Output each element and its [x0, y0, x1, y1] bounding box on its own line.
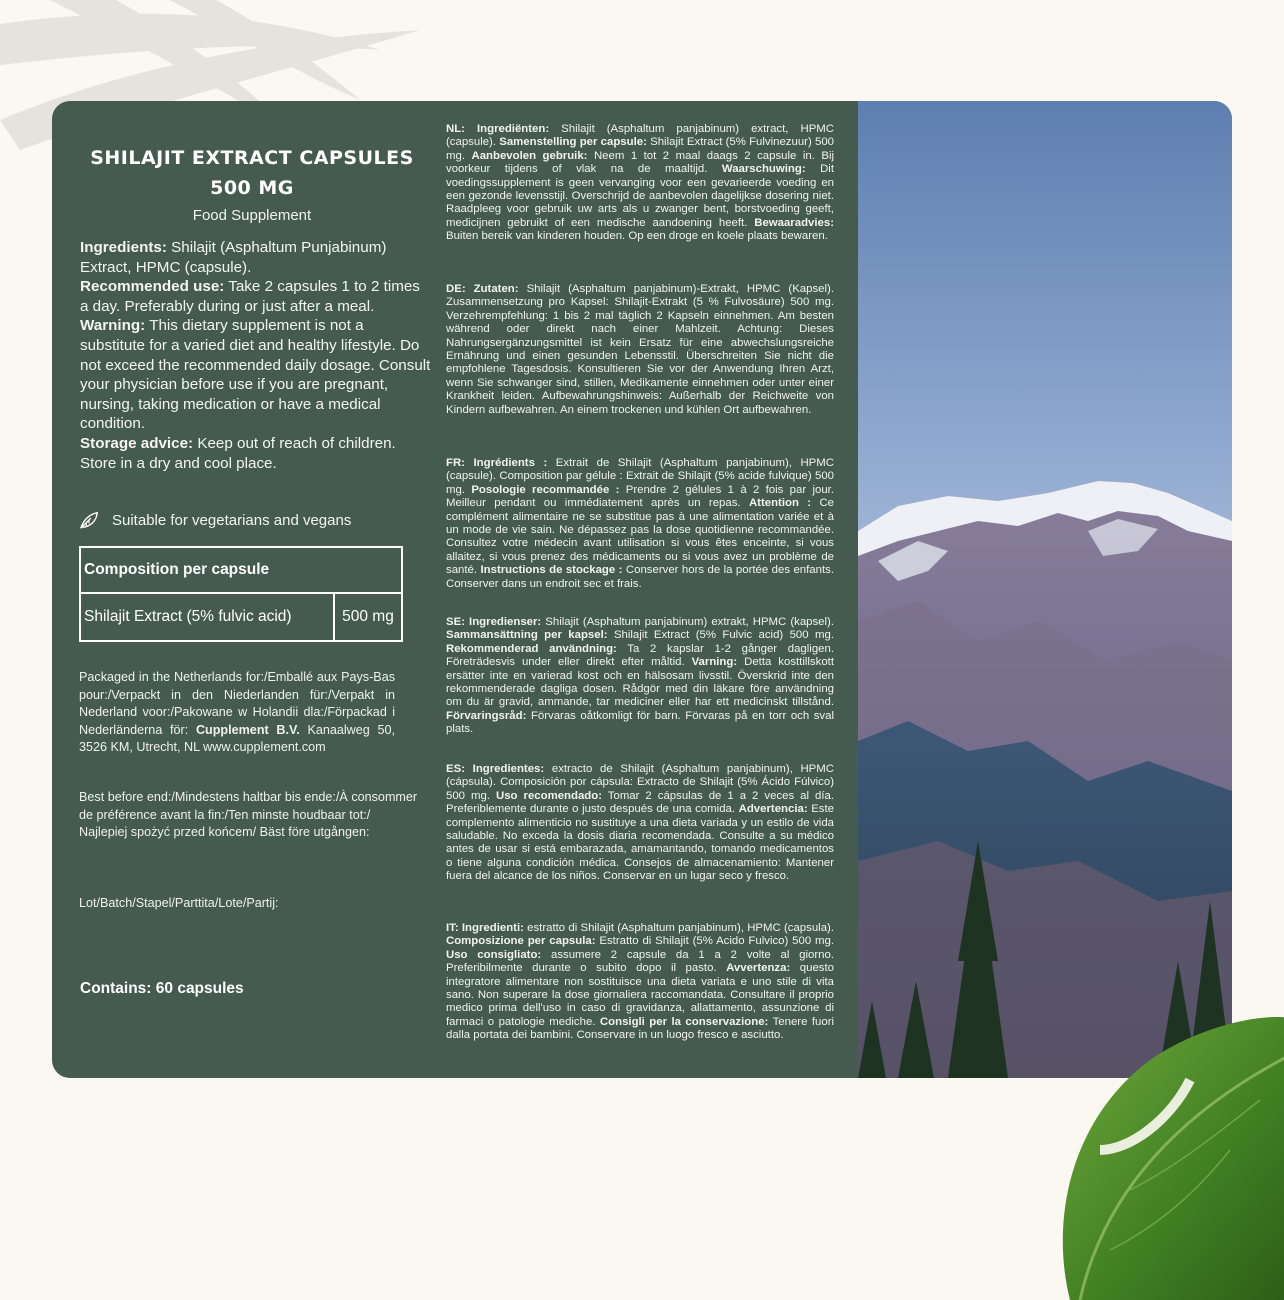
fr-text-1: Prendre 2 gélules 1 à 2 fois par jour. Meilleur pendant ou immédiatement après un repas. [446, 483, 834, 510]
recommended-use-label: Recommended use: [80, 278, 225, 296]
ingredients-text: Shilajit (Asphaltum Punjabinum) Extract, HPMC (capsule). [80, 239, 387, 276]
mountain-landscape-image [858, 101, 1232, 1078]
composition-table [79, 546, 403, 642]
se-text-4: Förvaras oåtkomligt för barn. Förvaras på en torr och sval plats. [446, 709, 834, 736]
es-label-1: Uso recomendado: [496, 789, 602, 802]
storage-text: Keep out of reach of children. Store in a dry and cool place. [80, 434, 396, 472]
it-label-4: Consigli per la conservazione: [599, 1015, 769, 1028]
it-label-1: Composizione per capsula: [446, 935, 596, 948]
de-label-0: DE: Zutaten: [446, 283, 519, 295]
es-text-0: extracto de Shilajit (Asphaltum panjabinum), HPMC (cápsula). Composición por cápsula: Extracto de Shilajit (5% Ácido Fúlvico) 500 mg. [446, 763, 834, 802]
company-name: Cupplement B.V. [195, 722, 300, 737]
nl-label-0: NL: Ingrediënten: [446, 123, 550, 135]
nl-text-3: Dit voedingssupplement is geen vervanging voor een gevarieerde voeding en een gezonde levensstijl. Overschrijd de aanbevolen dagelijkse dosering niet. Raadpleeg voor gebruik uw arts als u zwanger bent, borstvoeding geeft, medicijnen gebruikt of een medische aandoening heeft. [446, 163, 834, 229]
best-before: Best before end:/Mindestens haltbar bis ende:/À consommer de préférence avant la fin:/Ten minste houdbaar tot:/ Najlepiej spożyć przed końcem/ Bäst före utgången: [79, 790, 418, 840]
recommended-use-paragraph [80, 277, 432, 316]
nl-text-1: Shilajit Extract (5% Fulvinezuur) 500 mg. [446, 136, 834, 162]
it-label-0: IT: Ingredienti: [446, 922, 524, 934]
dutch-text [446, 123, 834, 244]
packaged-text: Packaged in the Netherlands for:/Emballé aux Pays-Bas pour:/Verpackt in den Niederlanden für:/Verpakt in Nederland voor:/Pakowane w Holandii dla:/Förpackad i Nederländerna för: [79, 670, 395, 737]
vegan-text: Suitable for vegetarians and vegans [112, 511, 352, 529]
multilingual-panel [430, 101, 858, 1078]
swedish-text [446, 616, 834, 737]
es-label-2: Advertencia: [738, 803, 808, 816]
fr-text-0: Extrait de Shilajit (Asphaltum panjabinum), HPMC (capsule). Composition par gélule : Extrait de Shilajit (5% acide fulvique) 500 mg. [446, 457, 834, 496]
packaged-info [79, 669, 395, 757]
german-text [446, 283, 834, 417]
leaf-icon [78, 509, 100, 531]
nl-label-3: Waarschuwing: [721, 163, 806, 176]
nl-text-0: Shilajit (Asphaltum panjabinum) extract, HPMC (capsule). [446, 123, 835, 149]
lot-number: Lot/Batch/Stapel/Parttita/Lote/Partij: [79, 896, 279, 910]
company-address: Kanaalweg 50, 3526 KM, Utrecht, NL www.cupplement.com [79, 722, 395, 755]
se-label-3: Varning: [691, 656, 738, 669]
warning-paragraph [80, 316, 432, 434]
fr-label-2: Attention : [748, 497, 812, 510]
it-text-4: Tenere fuori dalla portata dei bambini. Conservare in un luogo fresco e asciutto. [446, 1015, 835, 1042]
se-label-4: Förvaringsråd: [446, 709, 527, 722]
warning-text: This dietary supplement is not a substitute for a varied diet and healthy lifestyle. Do not exceed the recommended daily dosage. Consult your physician before use if you are pregnant, nursing, taking medication or have a medical condition. [80, 317, 431, 433]
fr-label-3: Instructions de stockage : [480, 564, 623, 577]
warning-label: Warning: [80, 317, 146, 335]
vegan-badge [78, 509, 351, 531]
it-text-2: assumere 2 capsule da 1 a 2 volte al giorno. Preferibilmente durante o subito dopo il pasto. [446, 948, 834, 975]
se-label-2: Rekommenderad användning: [446, 642, 617, 655]
composition-amount: 500 mg [342, 608, 394, 625]
french-text [446, 457, 834, 591]
fr-text-3: Conserver hors de la portée des enfants. Conserver dans un endroit sec et frais. [446, 564, 834, 590]
nl-text-2: Neem 1 tot 2 maal daags 2 capsule in. Bij voorkeur tijdens of vlak na de maaltijd. [446, 149, 835, 176]
nl-label-4: Bewaaradvies: [754, 216, 834, 229]
italian-text [446, 922, 834, 1043]
fr-text-2: Ce complément alimentaire ne se substitue pas à une alimentation variée et à un mode de vie sain. Ne dépassez pas la dose quotidienne recommandée. Consultez votre médecin avant utilisation si vous êtes enceinte, si vous allaitez, si vous prenez des médicaments ou si vous avez un problème de santé. [446, 497, 834, 577]
english-label-text [80, 238, 432, 473]
it-text-0: estratto di Shilajit (Asphaltum panjabinum), HPMC (capsula). [523, 922, 834, 934]
product-subtitle: Food Supplement [192, 207, 312, 224]
se-text-0: Shilajit (Asphaltum panjabinum) extrakt, HPMC (kapsel). [541, 616, 835, 628]
product-title: SHILAJIT EXTRACT CAPSULES [90, 147, 414, 169]
spanish-text [446, 763, 834, 884]
se-text-1: Shilajit Extract (5% Fulvic acid) 500 mg. [607, 629, 834, 642]
ingredients-paragraph [80, 238, 432, 277]
composition-ingredient: Shilajit Extract (5% fulvic acid) [81, 594, 335, 640]
fr-label-0: FR: Ingrédients : [446, 457, 548, 469]
composition-header: Composition per capsule [81, 548, 401, 594]
es-text-1: Tomar 2 cápsulas de 1 a 2 veces al día. Preferiblemente durante o justo después de una comida. [446, 789, 834, 816]
storage-label: Storage advice: [80, 434, 194, 452]
it-text-1: Estratto di Shilajit (5% Acido Fulvico) 500 mg. [595, 935, 834, 948]
ingredients-label: Ingredients: [80, 239, 167, 256]
product-dose-title: 500 MG [210, 177, 294, 199]
nl-label-1: Samenstelling per capsule: [499, 136, 647, 149]
recommended-use-text: Take 2 capsules 1 to 2 times a day. Preferably during or just after a meal. [80, 278, 420, 315]
it-text-3: questo integratore alimentare non sostituisce una dieta variata e uno stile di vita sano. Non superare la dose giornaliera raccomandata. Consultare il proprio medico prima dell'uso in caso di gravidanza, allattamento, assunzione di farmaci o patologie mediche. [446, 962, 834, 1028]
label-card [52, 101, 1232, 1078]
english-panel [52, 101, 430, 1078]
storage-paragraph [80, 434, 432, 473]
capsule-count: Contains: 60 capsules [80, 980, 244, 997]
es-text-2: Este complemento alimenticio no sustituye a una dieta variada y un estilo de vida saludable. No exceda la dosis diaria recomendada. Consulte a su médico antes de usar si está embarazada, amamantando, tomando medicamentos o tiene alguna condición médica. Consejos de almacenamiento: Mantener fuera del alcance de los niños. Conservar en un lugar seco y fresco. [446, 803, 834, 883]
se-text-2: Ta 2 kapslar 1-2 gånger dagligen. Företrädesvis under eller direkt efter måltid. [446, 642, 834, 669]
se-label-0: SE: Ingredienser: [446, 616, 542, 628]
it-label-3: Avvertenza: [726, 962, 791, 975]
it-label-2: Uso consigliato: [446, 948, 542, 961]
de-text-0: Shilajit (Asphaltum panjabinum)-Extrakt, HPMC (Kapsel). Zusammensetzung pro Kapsel: Shilajit-Extrakt (5 % Fulvosäure) 500 mg. Verzehrempfehlung: 1 bis 2 mal täglich 2 Kapseln einnehmen. Am besten während oder direkt nach einer Mahlzeit. Achtung: Dieses Nahrungsergänzungsmittel ist kein Ersatz für eine abwechslungsreiche Ernährung und einen gesunden Lebensstil. Überschreiten Sie nicht die empfohlene Tagesdosis. Konsultieren Sie vor der Anwendung Ihren Arzt, wenn Sie schwanger sind, stillen, Medikamente einnehmen oder unter einer Krankheit leiden. Aufbewahrungshinweis: Außerhalb der Reichweite von Kindern aufbewahren. An einem trockenen und kühlen Ort aufbewahren. [446, 283, 834, 416]
monstera-leaf-decoration [1040, 1000, 1284, 1300]
se-label-1: Sammansättning per kapsel: [446, 629, 608, 642]
es-label-0: ES: Ingredientes: [446, 763, 545, 775]
nl-text-4: Buiten bereik van kinderen houden. Op een droge en koele plaats bewaren. [446, 230, 828, 243]
se-text-3: Detta kosttillskott ersätter inte en varierad kost och en hälsosam livsstil. Överskrid inte den rekommenderade dagliga dosen. Rådgör med din läkare före användning om du är gravid, ammande, tar mediciner eller har ett medicinskt tillstånd. [446, 656, 834, 709]
nl-label-2: Aanbevolen gebruik: [471, 149, 588, 162]
fr-label-1: Posologie recommandée : [471, 483, 620, 496]
